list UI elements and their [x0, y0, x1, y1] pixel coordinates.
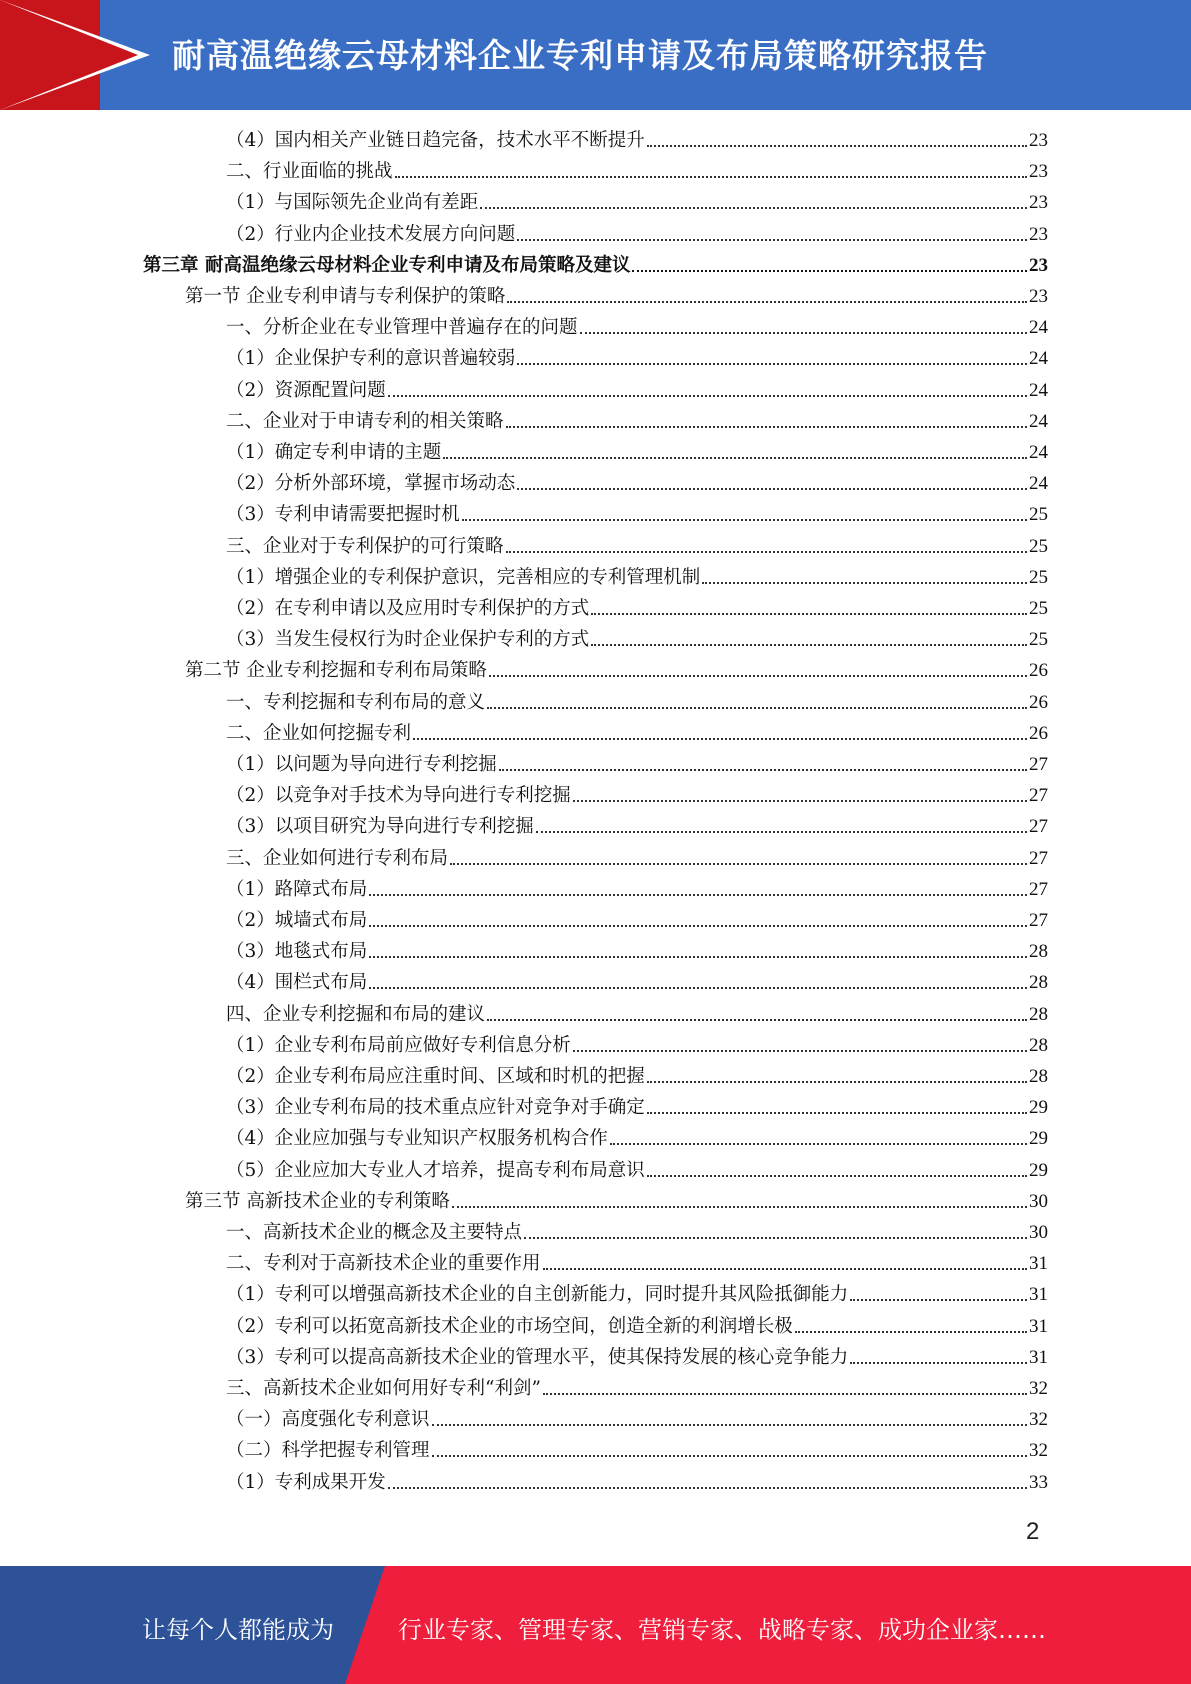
toc-entry[interactable] [226, 1127, 1048, 1151]
page-number: 2 [1026, 1518, 1040, 1545]
toc-leader-dots [573, 800, 1027, 802]
toc-entry[interactable] [226, 815, 1048, 839]
toc-entry-page: 23 [1029, 192, 1048, 214]
toc-leader-dots [591, 613, 1027, 615]
toc-entry-page: 32 [1029, 1409, 1048, 1431]
toc-entry[interactable] [226, 691, 1048, 715]
toc-entry-page: 30 [1029, 1222, 1048, 1243]
toc-entry[interactable] [226, 971, 1048, 995]
toc-entry-title: （2）资源配置问题 [226, 379, 386, 401]
toc-leader-dots [452, 1206, 1027, 1208]
toc-entry-title: （2）企业专利布局应注重时间、区域和时机的把握 [226, 1066, 645, 1087]
toc-leader-dots [517, 239, 1027, 241]
toc-leader-dots [536, 831, 1027, 833]
toc-leader-dots [850, 1362, 1027, 1364]
toc-entry[interactable] [226, 1065, 1048, 1089]
toc-entry-title: （1）企业保护专利的意识普遍较弱 [226, 348, 516, 370]
toc-leader-dots [517, 363, 1027, 365]
toc-entry[interactable] [226, 597, 1048, 621]
toc-entry-page: 29 [1029, 1128, 1048, 1150]
toc-entry[interactable] [226, 1003, 1048, 1027]
toc-entry-page: 28 [1029, 941, 1048, 963]
toc-entry-title: 第二节 企业专利挖掘和专利布局策略 [185, 660, 487, 682]
toc-leader-dots [506, 551, 1027, 553]
toc-entry[interactable] [226, 1315, 1048, 1339]
toc-entry[interactable] [226, 628, 1048, 652]
toc-entry-title: （1）企业专利布局前应做好专利信息分析 [226, 1034, 571, 1056]
toc-entry-page: 27 [1029, 785, 1048, 807]
toc-entry[interactable] [185, 659, 1048, 683]
toc-entry[interactable] [226, 1439, 1048, 1463]
toc-entry-page: 29 [1029, 1159, 1048, 1181]
toc-leader-dots [432, 1455, 1027, 1457]
toc-leader-dots [517, 488, 1027, 490]
toc-entry[interactable] [226, 535, 1048, 559]
toc-entry[interactable] [226, 753, 1048, 777]
toc-leader-dots [480, 207, 1027, 209]
toc-entry-page: 24 [1029, 379, 1048, 401]
toc-entry[interactable] [226, 410, 1048, 434]
toc-entry[interactable] [226, 129, 1048, 153]
toc-entry[interactable] [226, 1283, 1048, 1307]
toc-entry-page: 25 [1029, 629, 1048, 651]
toc-entry[interactable] [226, 347, 1048, 371]
toc-entry-title: 四、企业专利挖掘和布局的建议 [226, 1003, 486, 1025]
toc-entry-page: 26 [1029, 722, 1048, 744]
toc-entry-page: 24 [1029, 473, 1048, 495]
toc-leader-dots [369, 894, 1027, 896]
page-footer [0, 1566, 1191, 1684]
toc-entry-page: 32 [1029, 1378, 1048, 1399]
toc-entry-title: （3）专利可以提高高新技术企业的管理水平，使其保持发展的核心竞争能力 [226, 1346, 849, 1368]
toc-entry-title: 一、高新技术企业的概念及主要特点 [226, 1222, 523, 1243]
toc-entry-page: 28 [1029, 1003, 1048, 1025]
toc-entry-title: （4）企业应加强与专业知识产权服务机构合作 [226, 1128, 608, 1150]
toc-entry[interactable] [226, 1346, 1048, 1370]
toc-entry-title: 第一节 企业专利申请与专利保护的策略 [185, 286, 506, 307]
toc-leader-dots [610, 1143, 1027, 1145]
toc-leader-dots [632, 270, 1027, 272]
toc-leader-dots [432, 1424, 1027, 1426]
toc-entry[interactable] [226, 722, 1048, 746]
toc-entry-title: 三、企业对于专利保护的可行策略 [226, 535, 504, 557]
toc-entry[interactable] [143, 254, 1048, 278]
toc-entry-title: （1）路障式布局 [226, 878, 368, 900]
toc-entry[interactable] [226, 316, 1048, 340]
toc-entry[interactable] [226, 909, 1048, 933]
report-title: 耐高温绝缘云母材料企业专利申请及布局策略研究报告 [172, 36, 988, 75]
toc-entry-page: 25 [1029, 598, 1048, 619]
toc-entry[interactable] [226, 1471, 1048, 1495]
toc-entry-page: 25 [1029, 566, 1048, 588]
toc-entry-title: 三、高新技术企业如何用好专利“利剑” [226, 1378, 541, 1399]
toc-entry[interactable] [226, 878, 1048, 902]
toc-leader-dots [506, 426, 1027, 428]
toc-entry[interactable] [226, 1096, 1048, 1120]
toc-leader-dots [450, 863, 1027, 865]
toc-entry-title: 二、企业如何挖掘专利 [226, 722, 412, 744]
toc-entry-title: 一、分析企业在专业管理中普遍存在的问题 [226, 317, 578, 339]
toc-leader-dots [369, 987, 1027, 989]
toc-leader-dots [369, 925, 1027, 927]
toc-entry-title: （2）专利可以拓宽高新技术企业的市场空间，创造全新的利润增长极 [226, 1315, 793, 1337]
toc-entry[interactable] [185, 285, 1048, 309]
toc-leader-dots [388, 395, 1027, 397]
toc-entry-page: 26 [1029, 691, 1048, 713]
toc-entry-title: （3）当发生侵权行为时企业保护专利的方式 [226, 629, 590, 651]
toc-entry-title: 二、行业面临的挑战 [226, 161, 393, 183]
toc-entry-page: 24 [1029, 442, 1048, 463]
toc-entry-title: （4）围栏式布局 [226, 972, 368, 994]
toc-entry-title: （3）地毯式布局 [226, 941, 368, 963]
toc-entry[interactable] [226, 223, 1048, 247]
toc-entry-title: （二）科学把握专利管理 [226, 1440, 430, 1462]
toc-entry-title: （2）在专利申请以及应用时专利保护的方式 [226, 598, 590, 619]
toc-leader-dots [850, 1299, 1027, 1301]
page-header [0, 0, 1191, 110]
toc-entry-title: 第三节 高新技术企业的专利策略 [185, 1190, 450, 1212]
toc-entry[interactable] [226, 940, 1048, 964]
toc-leader-dots [580, 332, 1027, 334]
toc-entry-page: 31 [1029, 1315, 1048, 1337]
toc-entry-title: （一）高度强化专利意识 [226, 1409, 430, 1431]
toc-entry[interactable] [226, 472, 1048, 496]
toc-leader-dots [647, 1175, 1027, 1177]
toc-entry-title: （2）城墙式布局 [226, 910, 368, 931]
toc-entry-title: （1）以问题为导向进行专利挖掘 [226, 754, 497, 775]
toc-entry-title: 第三章 耐高温绝缘云母材料企业专利申请及布局策略及建议 [143, 254, 631, 276]
toc-entry-page: 23 [1029, 223, 1048, 245]
toc-entry[interactable] [226, 784, 1048, 808]
toc-leader-dots [591, 644, 1027, 646]
toc-entry-title: （1）确定专利申请的主题 [226, 442, 442, 463]
toc-entry-title: 三、企业如何进行专利布局 [226, 847, 449, 869]
toc-entry[interactable] [226, 847, 1048, 871]
toc-entry-page: 23 [1029, 130, 1048, 151]
toc-entry[interactable] [226, 441, 1048, 465]
toc-entry-page: 31 [1029, 1253, 1048, 1275]
toc-entry-page: 33 [1029, 1471, 1048, 1493]
toc-leader-dots [573, 1050, 1027, 1052]
toc-entry[interactable] [185, 1190, 1048, 1214]
toc-entry-title: 二、专利对于高新技术企业的重要作用 [226, 1253, 541, 1275]
toc-leader-dots [388, 1487, 1027, 1489]
toc-entry-page: 29 [1029, 1097, 1048, 1119]
toc-entry-page: 24 [1029, 317, 1048, 339]
toc-entry[interactable] [226, 1034, 1048, 1058]
toc-leader-dots [543, 1268, 1027, 1270]
toc-leader-dots [489, 675, 1027, 677]
toc-entry[interactable] [226, 1252, 1048, 1276]
toc-entry-page: 23 [1029, 254, 1048, 276]
toc-entry-title: （1）专利成果开发 [226, 1471, 386, 1493]
toc-entry-title: （3）专利申请需要把握时机 [226, 504, 460, 526]
toc-entry-title: （1）增强企业的专利保护意识，完善相应的专利管理机制 [226, 566, 701, 588]
toc-entry[interactable] [226, 1377, 1048, 1401]
toc-entry-title: （1）专利可以增强高新技术企业的自主创新能力，同时提升其风险抵御能力 [226, 1284, 849, 1306]
toc-leader-dots [543, 1393, 1027, 1395]
footer-slant [345, 1566, 385, 1684]
toc-entry-page: 27 [1029, 816, 1048, 838]
header-arrow [0, 0, 138, 110]
toc-entry[interactable] [226, 566, 1048, 590]
toc-entry-page: 28 [1029, 1066, 1048, 1087]
toc-leader-dots [369, 956, 1027, 958]
toc-entry-title: （1）与国际领先企业尚有差距 [226, 192, 479, 214]
toc-entry-title: （2）分析外部环境，掌握市场动态 [226, 473, 516, 495]
toc-leader-dots [702, 582, 1027, 584]
footer-slogan-right: 行业专家、管理专家、营销专家、战略专家、成功企业家…… [398, 1616, 1046, 1644]
toc-leader-dots [443, 457, 1027, 459]
toc-entry-title: 二、企业对于申请专利的相关策略 [226, 410, 504, 432]
toc-entry[interactable] [226, 160, 1048, 184]
toc-entry-page: 27 [1029, 754, 1048, 775]
toc-entry[interactable] [226, 1408, 1048, 1432]
toc-entry[interactable] [226, 191, 1048, 215]
toc-entry-page: 23 [1029, 161, 1048, 183]
toc-entry-page: 28 [1029, 972, 1048, 994]
toc-entry-page: 24 [1029, 410, 1048, 432]
toc-leader-dots [487, 1019, 1027, 1021]
toc-leader-dots [462, 519, 1027, 521]
toc-leader-dots [395, 176, 1027, 178]
toc-entry-page: 28 [1029, 1034, 1048, 1056]
toc-leader-dots [524, 1237, 1027, 1239]
toc-entry-page: 32 [1029, 1440, 1048, 1462]
toc-entry-page: 25 [1029, 535, 1048, 557]
footer-slogan-left: 让每个人都能成为 [142, 1616, 334, 1644]
toc-entry-title: （2）行业内企业技术发展方向问题 [226, 223, 516, 245]
toc-entry-page: 24 [1029, 348, 1048, 370]
toc-entry-page: 31 [1029, 1284, 1048, 1306]
toc-leader-dots [487, 707, 1027, 709]
toc-entry[interactable] [226, 503, 1048, 527]
toc-entry-page: 30 [1029, 1190, 1048, 1212]
toc-entry-title: （4）国内相关产业链日趋完备，技术水平不断提升 [226, 130, 645, 151]
toc-leader-dots [647, 1081, 1027, 1083]
toc-entry[interactable] [226, 379, 1048, 403]
toc-entry-page: 25 [1029, 504, 1048, 526]
toc-leader-dots [795, 1331, 1027, 1333]
toc-leader-dots [413, 738, 1027, 740]
toc-entry[interactable] [226, 1159, 1048, 1183]
toc-entry-page: 26 [1029, 660, 1048, 682]
toc-leader-dots [507, 301, 1027, 303]
toc-entry-page: 23 [1029, 286, 1048, 307]
toc-entry-title: （5）企业应加大专业人才培养，提高专利布局意识 [226, 1159, 645, 1181]
toc-leader-dots [499, 769, 1027, 771]
toc-entry-page: 31 [1029, 1346, 1048, 1368]
toc-entry-title: （3）企业专利布局的技术重点应针对竞争对手确定 [226, 1097, 645, 1119]
toc-leader-dots [647, 145, 1027, 147]
toc-entry-title: （2）以竞争对手技术为导向进行专利挖掘 [226, 785, 571, 807]
toc-entry-page: 27 [1029, 847, 1048, 869]
toc-entry-page: 27 [1029, 878, 1048, 900]
toc-entry-title: （3）以项目研究为导向进行专利挖掘 [226, 816, 534, 838]
toc-entry-title: 一、专利挖掘和专利布局的意义 [226, 691, 486, 713]
toc-entry[interactable] [226, 1221, 1048, 1245]
toc-leader-dots [647, 1112, 1027, 1114]
toc-entry-page: 27 [1029, 910, 1048, 931]
